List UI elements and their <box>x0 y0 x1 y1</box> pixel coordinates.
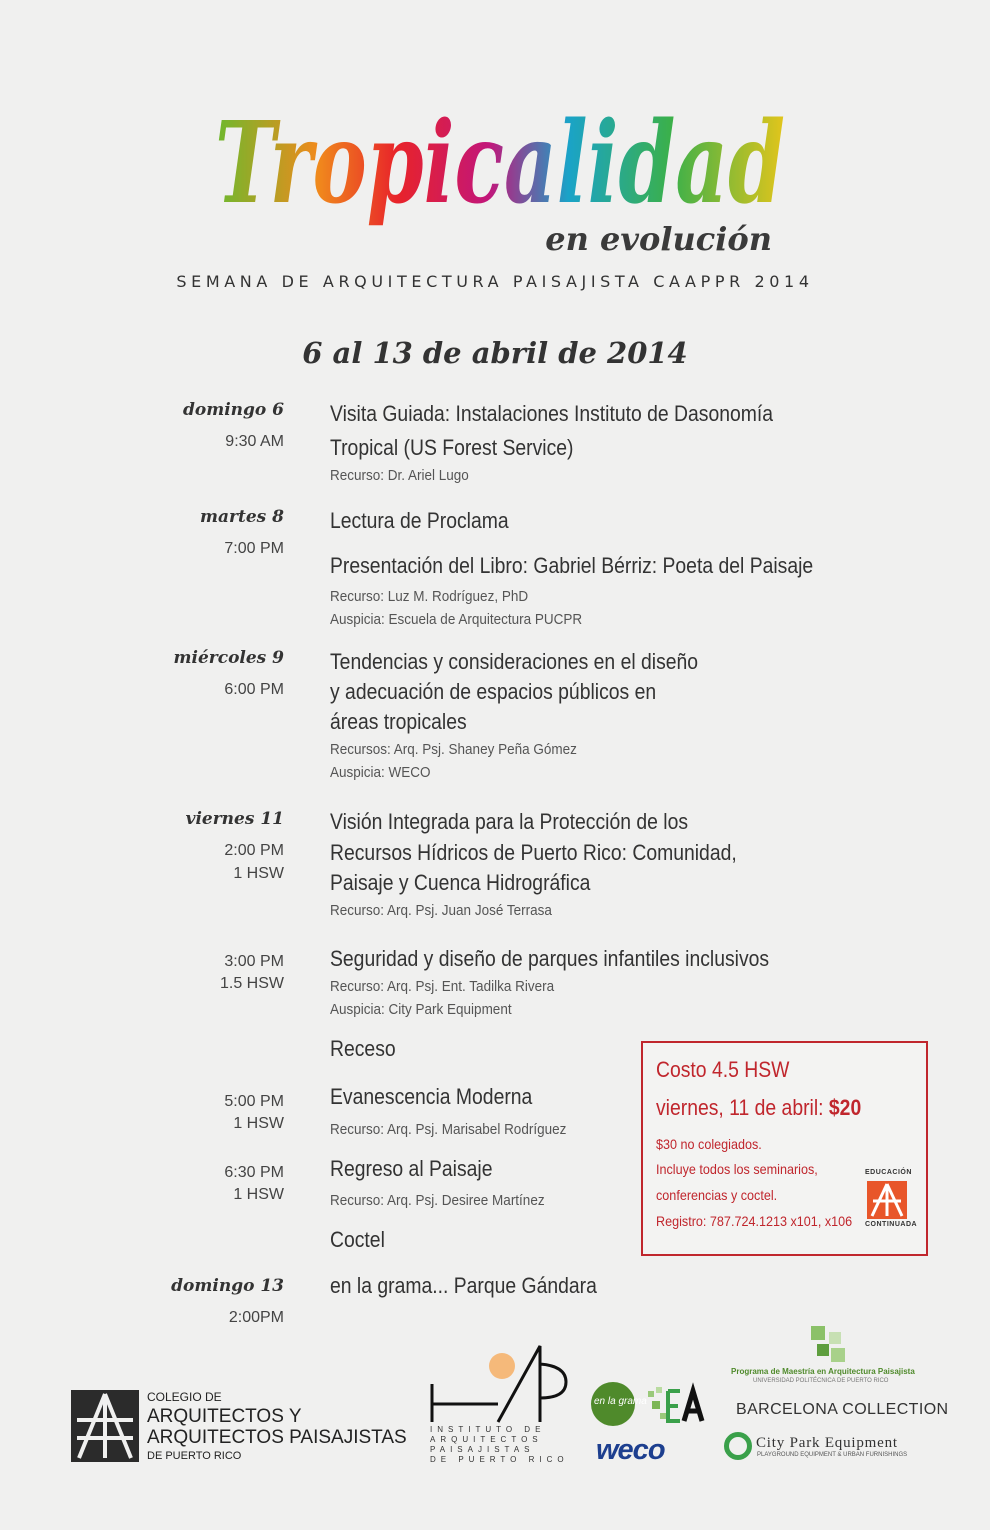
cost-note: Incluye todos los seminarios, <box>656 1161 818 1177</box>
ea-logo-icon <box>648 1387 704 1423</box>
maestria-line-1: Programa de Maestría en Arquitectura Paisajista <box>731 1367 915 1376</box>
time-label: 2:00PM <box>228 1309 284 1326</box>
event-series: SEMANA DE ARQUITECTURA PAISAJISTA CAAPPR 2014 <box>176 272 814 291</box>
caappr-line-3: ARQUITECTOS PAISAJISTAS <box>147 1427 407 1448</box>
time-label: 2:00 PM <box>224 842 284 859</box>
event-resource: Recurso: Arq. Psj. Juan José Terrasa <box>330 902 552 919</box>
event-title-line: Recursos Hídricos de Puerto Rico: Comunidad, <box>330 840 737 865</box>
caappr-line-1: COLEGIO DE <box>147 1390 222 1404</box>
cost-note: $30 no colegiados. <box>656 1136 762 1152</box>
barcelona-collection-logo: BARCELONA COLLECTION <box>736 1401 949 1418</box>
event-title-line: Paisaje y Cuenca Hidrográfica <box>330 870 591 895</box>
enlagrama-label: en la grama <box>594 1396 647 1407</box>
event-title-line: Tropical (US Forest Service) <box>330 435 574 460</box>
iap-line-2: ARQUITECTOS <box>430 1435 543 1444</box>
citypark-name: City Park Equipment <box>756 1435 898 1451</box>
cocktail-label: Coctel <box>330 1227 385 1252</box>
event-dates: 6 al 13 de abril de 2014 <box>302 336 688 370</box>
iap-line-4: DE PUERTO RICO <box>430 1455 569 1464</box>
hsw-label: 1 HSW <box>233 865 284 882</box>
time-label: 5:00 PM <box>224 1093 284 1110</box>
time-label: 3:00 PM <box>224 953 284 970</box>
event-title-line: Regreso al Paisaje <box>330 1156 493 1181</box>
time-label: 6:00 PM <box>224 681 284 698</box>
time-label: 6:30 PM <box>224 1164 284 1181</box>
maestria-line-2: UNIVERSIDAD POLITÉCNICA DE PUERTO RICO <box>753 1378 889 1384</box>
edu-label-top: EDUCACIÓN <box>865 1169 912 1176</box>
iap-line-1: INSTITUTO DE <box>430 1425 546 1434</box>
cost-day-text: viernes, 11 de abril: <box>656 1095 824 1120</box>
event-title-line: áreas tropicales <box>330 709 467 734</box>
event-resource: Recurso: Dr. Ariel Lugo <box>330 467 469 484</box>
event-title-graphic <box>200 70 800 270</box>
citypark-tagline: PLAYGROUND EQUIPMENT & URBAN FURNISHINGS <box>757 1452 908 1458</box>
event-title-line: Presentación del Libro: Gabriel Bérriz: Poeta del Paisaje <box>330 553 814 578</box>
cost-day <box>656 1095 861 1121</box>
event-resource: Recurso: Luz M. Rodríguez, PhD <box>330 588 529 605</box>
caappr-line-4: DE PUERTO RICO <box>147 1450 242 1462</box>
event-title: Tropicalidad <box>215 98 785 229</box>
cost-box <box>641 1041 928 1256</box>
event-sponsor: Auspicia: City Park Equipment <box>330 1001 512 1018</box>
iap-line-3: PAISAJISTAS <box>430 1445 535 1454</box>
time-label: 9:30 AM <box>225 433 284 450</box>
maestria-logo-icon <box>811 1326 847 1362</box>
break-label: Receso <box>330 1036 396 1061</box>
event-title-line: en la grama... Parque Gándara <box>330 1273 597 1298</box>
event-title-line: Lectura de Proclama <box>330 508 509 533</box>
event-resource: Recurso: Arq. Psj. Desiree Martínez <box>330 1192 545 1209</box>
event-title-line: Seguridad y diseño de parques infantiles inclusivos <box>330 946 770 971</box>
event-sponsor: Auspicia: WECO <box>330 764 431 781</box>
cost-note: conferencias y coctel. <box>656 1187 778 1203</box>
event-subtitle: en evolución <box>545 220 772 258</box>
event-title-line: Tendencias y consideraciones en el diseño <box>330 649 699 674</box>
event-title-line: Evanescencia Moderna <box>330 1084 533 1109</box>
iap-logo-icon <box>428 1344 568 1422</box>
time-label: 7:00 PM <box>224 540 284 557</box>
event-resource: Recurso: Arq. Psj. Marisabel Rodríguez <box>330 1121 567 1138</box>
day-label: miércoles 9 <box>173 648 284 668</box>
event-sponsor: Auspicia: Escuela de Arquitectura PUCPR <box>330 611 583 628</box>
hsw-label: 1 HSW <box>233 1186 284 1203</box>
edu-label-bottom: CONTINUADA <box>865 1221 918 1228</box>
event-title-line: y adecuación de espacios públicos en <box>330 679 657 704</box>
event-title-line: Visión Integrada para la Protección de los <box>330 809 689 834</box>
continuing-education-logo-icon <box>867 1181 907 1219</box>
event-title-line: Visita Guiada: Instalaciones Instituto de Dasonomía <box>330 401 774 426</box>
cost-title: Costo 4.5 HSW <box>656 1057 790 1082</box>
hsw-label: 1 HSW <box>233 1115 284 1132</box>
weco-logo: weco <box>596 1434 665 1466</box>
event-resource: Recursos: Arq. Psj. Shaney Peña Gómez <box>330 741 577 758</box>
day-label: domingo 13 <box>171 1276 284 1296</box>
day-label: viernes 11 <box>185 809 284 829</box>
event-resource: Recurso: Arq. Psj. Ent. Tadilka Rivera <box>330 978 555 995</box>
day-label: martes 8 <box>200 507 284 527</box>
cost-registration: Registro: 787.724.1213 x101, x106 <box>656 1213 853 1229</box>
hsw-label: 1.5 HSW <box>219 975 284 992</box>
citypark-logo-icon <box>724 1432 752 1460</box>
caappr-logo-icon <box>71 1390 139 1462</box>
cost-price: $20 <box>828 1095 862 1120</box>
day-label: domingo 6 <box>182 400 284 420</box>
caappr-line-2: ARQUITECTOS Y <box>147 1406 302 1427</box>
